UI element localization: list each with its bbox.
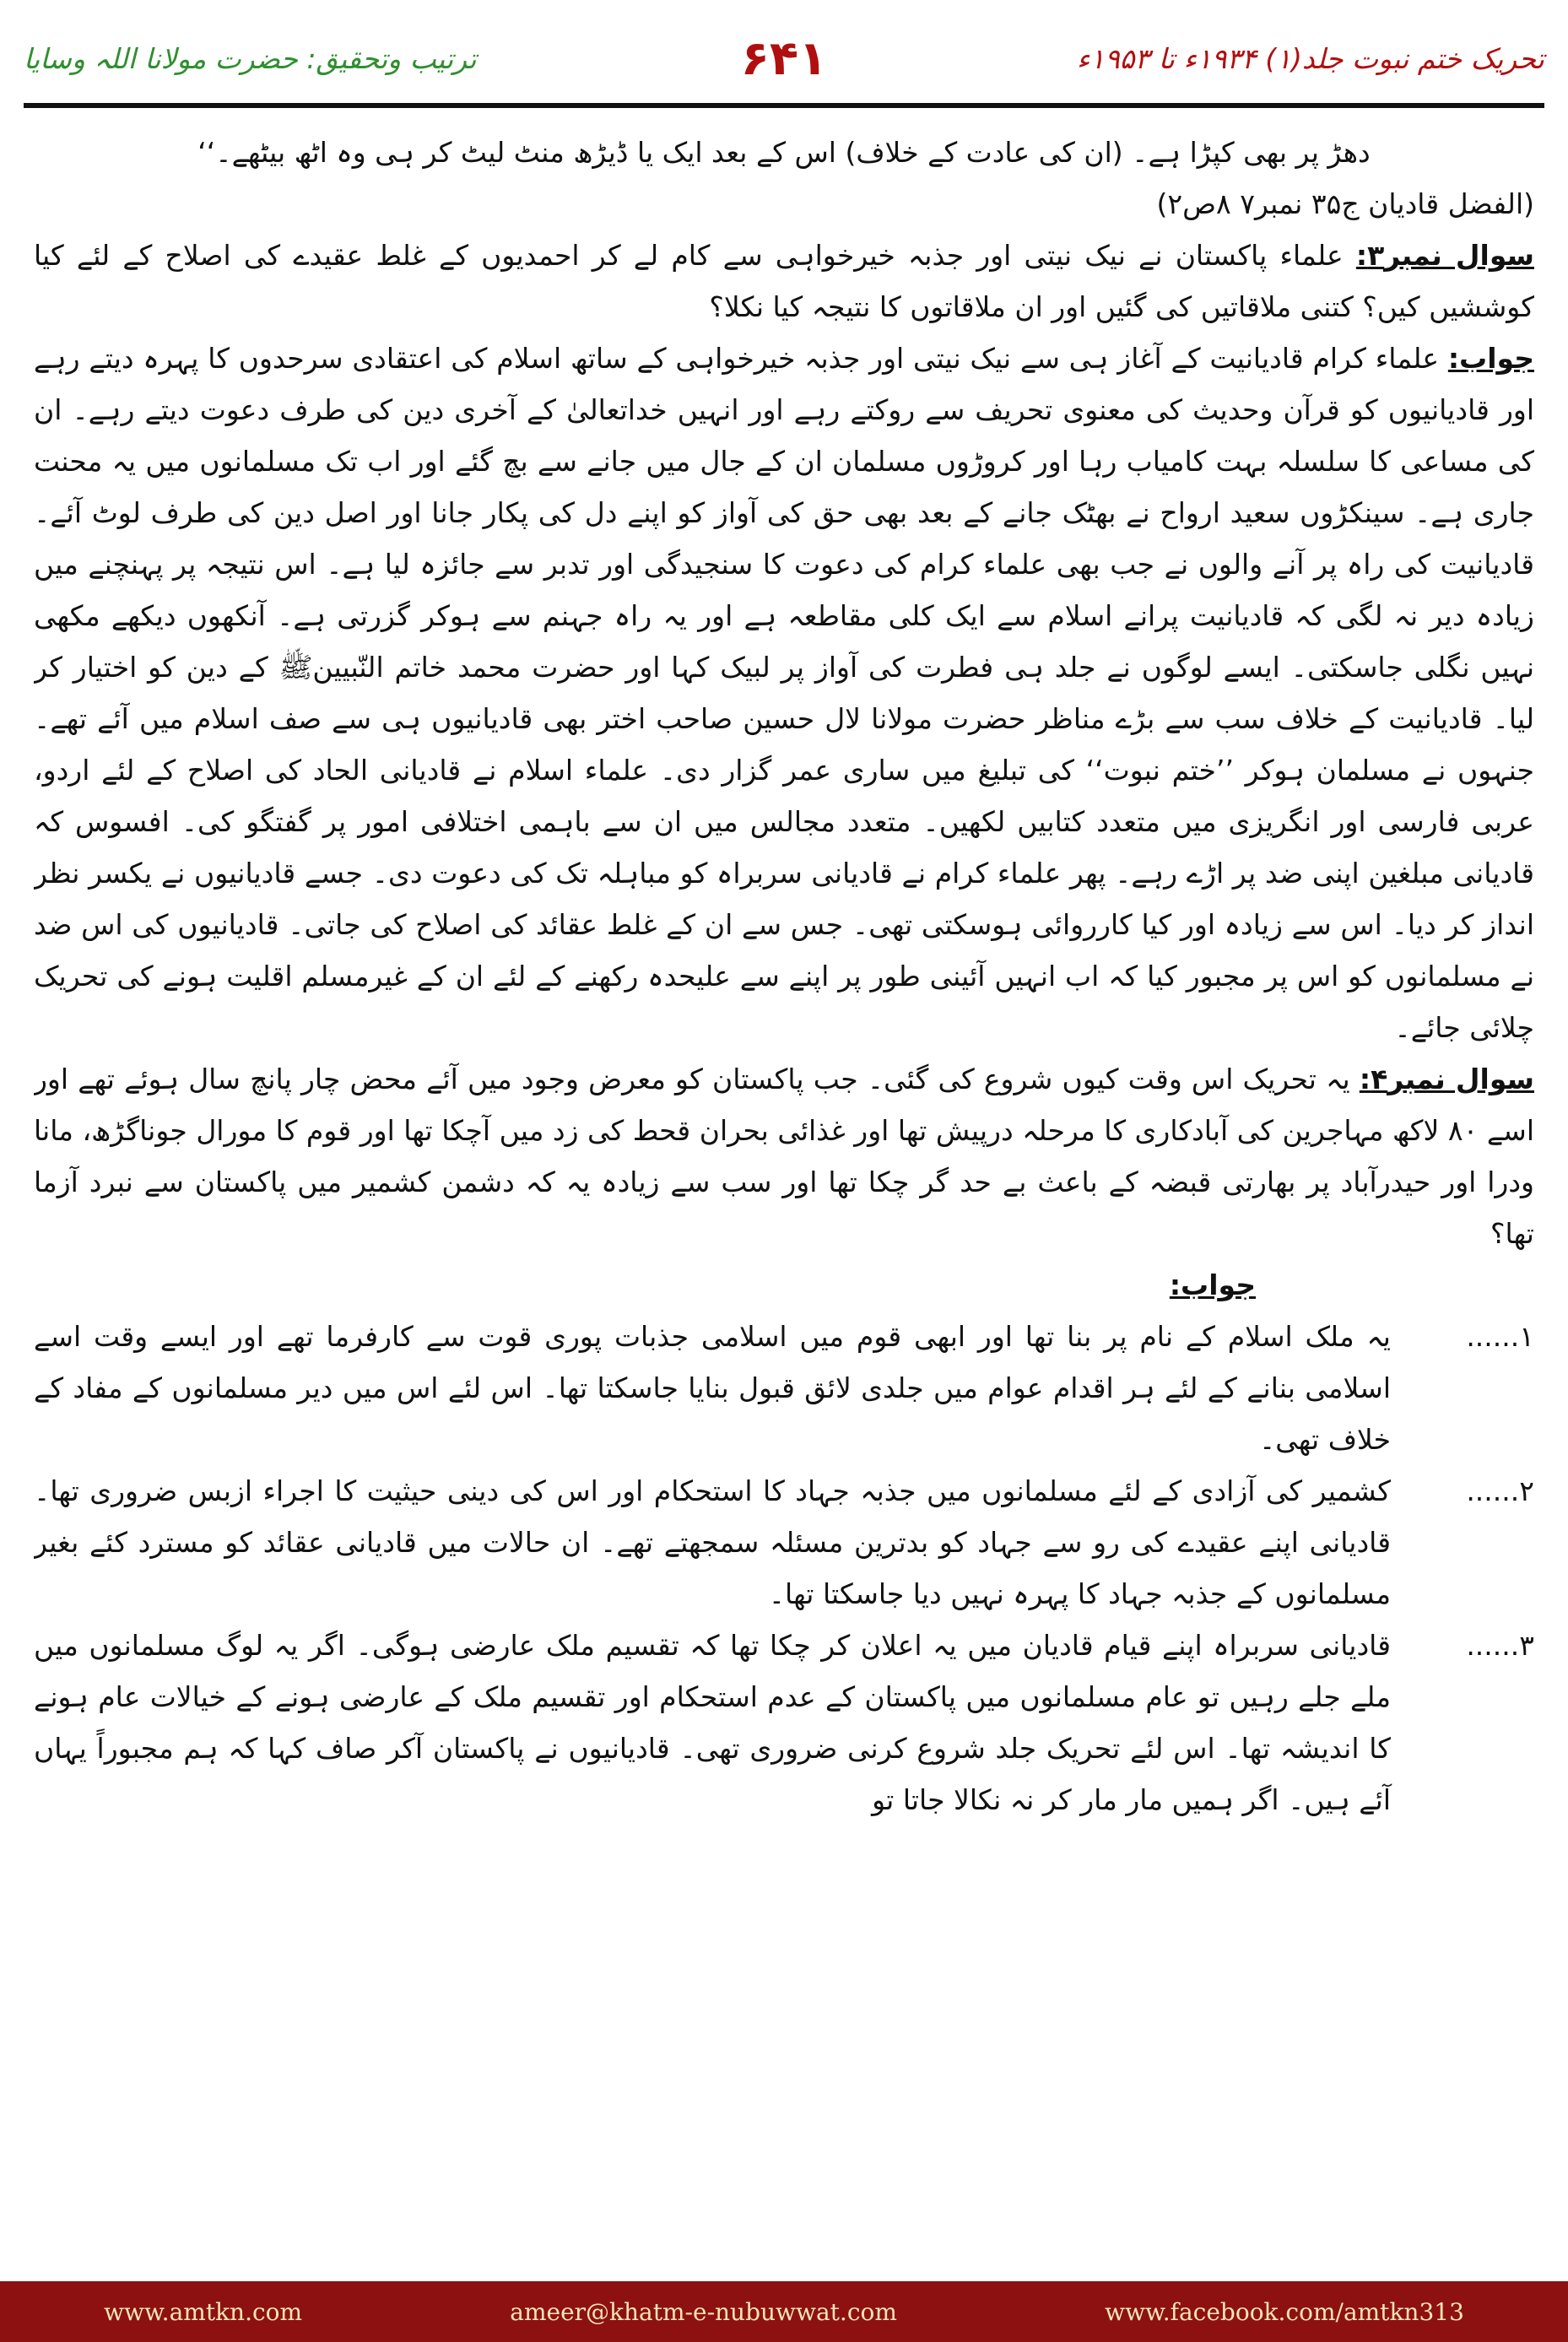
question-3 — [34, 230, 1534, 333]
footer-facebook-link[interactable]: www.facebook.com/amtkn313 — [1105, 2297, 1464, 2326]
question-3-text: علماء پاکستان نے نیک نیتی اور جذبہ خیرخواہی سے کام لے کر احمدیوں کے غلط عقیدے کی اصلاح کے لئے کیا کوششیں کیں؟ کتنی ملاقاتیں کی گئیں اور ان ملاقاتوں کا نتیجہ کیا نکلا؟ — [34, 239, 1534, 323]
question-3-label: سوال نمبر۳: — [1355, 239, 1534, 272]
answer-3-text: علماء کرام قادیانیت کے آغاز ہی سے نیک نیتی اور جذبہ خیرخواہی کے ساتھ اسلام کی اعتقادی سرحدوں کا پہرہ دیتے رہے اور قادیانیوں کو قرآن وحدیث کی معنوی تحریف سے روکتے رہے اور انہیں خداتعالیٰ کے آخری دین کی طرف دعوت دیتے رہے۔ ان کی مساعی کا سلسلہ بہت کامیاب رہا اور کروڑوں مسلمان ان کے جال میں جانے سے بچ گئے اور اب تک مسلمانوں میں یہ محنت جاری ہے۔ سینکڑوں سعید ارواح نے بھٹک جانے کے بعد بھی حق کی آواز کو اپنے دل کی پکار جانا اور اصل دین کی طرف لوٹ آئے۔ قادیانیت کی راہ پر آنے والوں نے جب بھی علماء کرام کی دعوت کا سنجیدگی اور تدبر سے جائزہ لیا ہے۔ اس نتیجہ پر پہنچنے میں زیادہ دیر نہ لگی کہ قادیانیت پرانے اسلام سے ایک کلی مقاطعہ ہے اور یہ راہ جہنم سے ہوکر گزرتی ہے۔ آنکھوں دیکھے مکھی نہیں نگلی جاسکتی۔ ایسے لوگوں نے جلد ہی فطرت کی آواز پر لبیک کہا اور حضرت محمد خاتم النّبیینﷺ کے دین کو اختیار کر لیا۔ قادیانیت کے خلاف سب سے بڑے مناظر حضرت مولانا لال حسین صاحب اختر بھی قادیانیوں ہی سے صف اسلام میں آئے تھے۔ جنہوں نے مسلمان ہوکر ’’ختم نبوت‘‘ کی تبلیغ میں ساری عمر گزار دی۔ علماء اسلام نے قادیانی الحاد کی اصلاح کے لئے اردو، عربی فارسی اور انگریزی میں متعدد کتابیں لکھیں۔ متعدد مجالس میں ان سے باہمی اختلافی امور پر گفتگو کی۔ افسوس کہ قادیانی مبلغین اپنی ضد پر اڑے رہے۔ پھر علماء کرام نے قادیانی سربراہ کو مباہلہ تک کی دعوت دی۔ جسے قادیانیوں نے یکسر نظر انداز کر دیا۔ اس سے زیادہ اور کیا کارروائی ہوسکتی تھی۔ جس سے ان کے غلط عقائد کی اصلاح کی جاتی۔ قادیانیوں کی اس ضد نے مسلمانوں کو اس پر مجبور کیا کہ اب انہیں آئینی طور پر اپنے سے علیحدہ رکھنے کے لئے ان کے غیرمسلم اقلیت ہونے کی تحریک چلائی جائے۔ — [34, 342, 1534, 1044]
answer-4-label: جواب: — [1169, 1268, 1256, 1301]
answer-3-label: جواب: — [1447, 342, 1534, 375]
quote-ending: دھڑ پر بھی کپڑا ہے۔ (ان کی عادت کے خلاف) اس کے بعد ایک یا ڈیڑھ منٹ لیٹ کر ہی وہ اٹھ بیٹھے۔‘‘ — [197, 136, 1371, 169]
answer-3 — [34, 333, 1534, 1053]
footer-email-link[interactable]: ameer@khatm-e-nubuwwat.com — [510, 2297, 897, 2326]
answer-4-heading — [34, 1259, 1534, 1311]
question-4 — [34, 1053, 1534, 1259]
list-item-number: ۱...... — [1466, 1320, 1534, 1353]
page-body — [34, 127, 1534, 2266]
list-item — [34, 1311, 1534, 1465]
compiler-credit: ترتیب وتحقیق: حضرت مولانا اللہ وسایا — [24, 42, 477, 75]
footer-bar — [0, 2281, 1568, 2342]
list-item-number: ۳...... — [1466, 1629, 1534, 1662]
list-item-text: قادیانی سربراہ اپنے قیام قادیان میں یہ اعلان کر چکا تھا کہ تقسیم ملک عارضی ہوگی۔ اگر یہ لوگ مسلمانوں میں ملے جلے رہیں تو عام مسلمانوں میں پاکستان کے عدم استحکام اور تقسیم ملک کے عارضی ہونے کے خیالات عام ہونے کا اندیشہ تھا۔ اس لئے تحریک جلد شروع کرنی ضروری تھی۔ قادیانیوں نے پاکستان آکر صاف کہا کہ ہم مجبوراً یہاں آئے ہیں۔ اگر ہمیں مار مار کر نہ نکالا جاتا تو — [34, 1629, 1391, 1816]
citation: (الفضل قادیان ج۳۵ نمبر۷ ۸ص۲) — [1156, 187, 1534, 220]
list-item — [34, 1620, 1534, 1825]
page-number: ۶۴۱ — [740, 31, 828, 86]
list-item-number: ۲...... — [1466, 1474, 1534, 1507]
header-divider — [24, 103, 1544, 108]
question-4-label: سوال نمبر۴: — [1359, 1063, 1534, 1095]
question-4-text: یہ تحریک اس وقت کیوں شروع کی گئی۔ جب پاکستان کو معرض وجود میں آئے محض چار پانچ سال ہوئے تھے اور اسے ۸۰ لاکھ مہاجرین کی آبادکاری کا مرحلہ درپیش تھا اور غذائی بحران قحط کی زد میں آچکا تھا اور قوم کا مورال جوناگڑھ، مانا ودرا اور حیدرآباد پر بھارتی قبضہ کے باعث بے حد گر چکا تھا اور سب سے زیادہ یہ کہ دشمن کشمیر میں پاکستان سے نبرد آزما تھا؟ — [34, 1063, 1534, 1250]
list-item — [34, 1465, 1534, 1620]
list-item-text: کشمیر کی آزادی کے لئے مسلمانوں میں جذبہ جہاد کا استحکام اور اس کی دینی حیثیت کا اجراء ازبس ضروری تھا۔ قادیانی اپنے عقیدے کی رو سے جہاد کو بدترین مسئلہ سمجھتے تھے۔ ان حالات میں قادیانی عقائد کو مسترد کئے بغیر مسلمانوں کے جذبہ جہاد کا پہرہ نہیں دیا جاسکتا تھا۔ — [34, 1474, 1391, 1610]
footer-website-link[interactable]: www.amtkn.com — [104, 2297, 303, 2326]
list-item-text: یہ ملک اسلام کے نام پر بنا تھا اور ابھی قوم میں اسلامی جذبات پوری قوت سے کارفرما تھے اور ایسے وقت اسے اسلامی بنانے کے لئے ہر اقدام عوام میں جلدی لائق قبول بنایا جاسکتا تھا۔ اس لئے اس میں دیر مسلمانوں کے مفاد کے خلاف تھی۔ — [34, 1320, 1391, 1456]
page-header — [24, 19, 1544, 99]
series-title: تحریک ختم نبوت جلد(۱) ۱۹۳۴ء تا ۱۹۵۳ء — [1076, 42, 1544, 75]
